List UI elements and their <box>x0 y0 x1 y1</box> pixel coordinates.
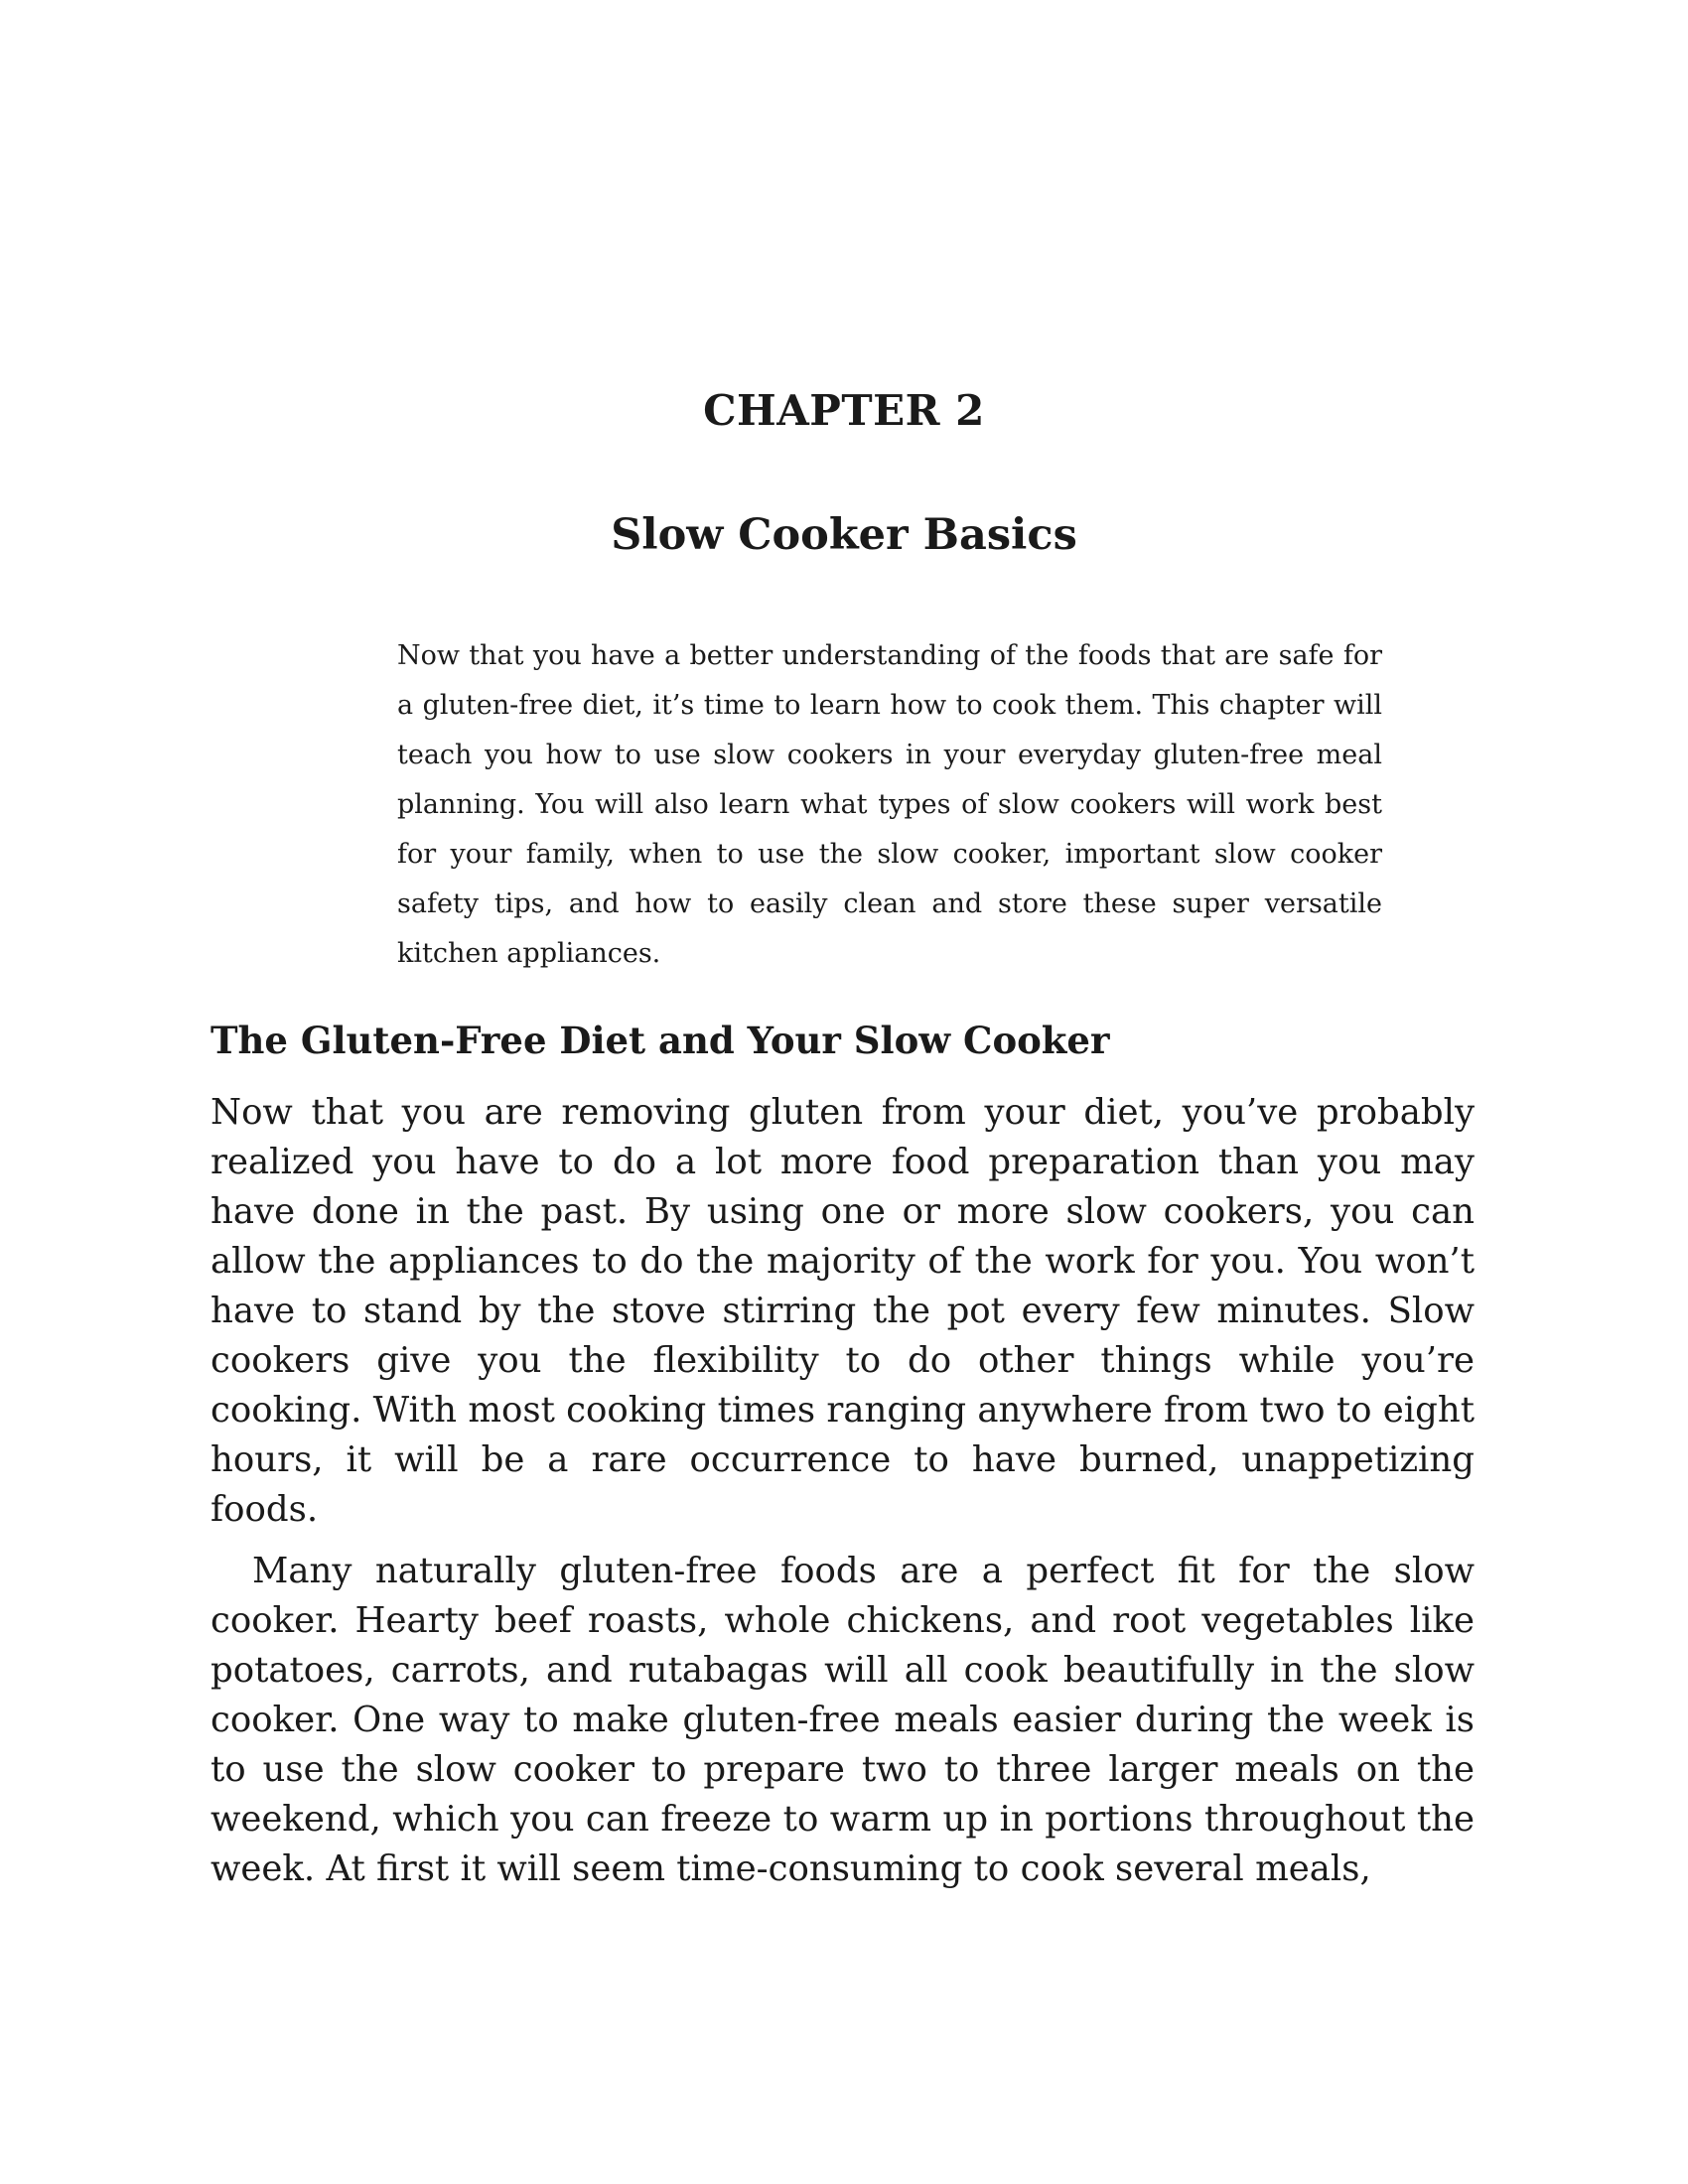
body-paragraph: Many naturally gluten-free foods are a perfect fit for the slow cooker. Hearty beef roasts, whole chickens, and root vegetables like potatoes, carrots, and rutabagas will all cook beautifully in the slow cooker. One way to make gluten-free meals easier during the week is to use the slow cooker to prepare two to three larger meals on the weekend, which you can freeze to warm up in portions throughout the week. At first it will seem time-consuming to cook several meals, <box>211 1551 1475 1889</box>
section-heading: The Gluten-Free Diet and Your Slow Cooker <box>211 1019 1110 1062</box>
chapter-title: Slow Cooker Basics <box>611 510 1077 560</box>
chapter-label: CHAPTER 2 <box>703 386 985 435</box>
section-body <box>211 1088 1475 1894</box>
body-paragraph: Now that you are removing gluten from your diet, you’ve probably realized you have to do a lot more food preparation than you may have done in the past. By using one or more slow cookers, you can allow the appliances to do the majority of the work for you. You won’t have to stand by the stove stirring the pot every few minutes. Slow cookers give you the flexibility to do other things while you’re cooking. With most cooking times ranging anywhere from two to eight hours, it will be a rare occurrence to have burned, unappetizing foods. <box>211 1092 1475 1530</box>
chapter-intro: Now that you have a better understanding of the foods that are safe for a gluten-free diet, it’s time to learn how to cook them. This chapter will teach you how to use slow cookers in your everyday gluten-free meal planning. You will also learn what types of slow cookers will work best for your family, when to use the slow cooker, important slow cooker safety tips, and how to easily clean and store these super versatile kitchen appliances. <box>397 640 1382 969</box>
